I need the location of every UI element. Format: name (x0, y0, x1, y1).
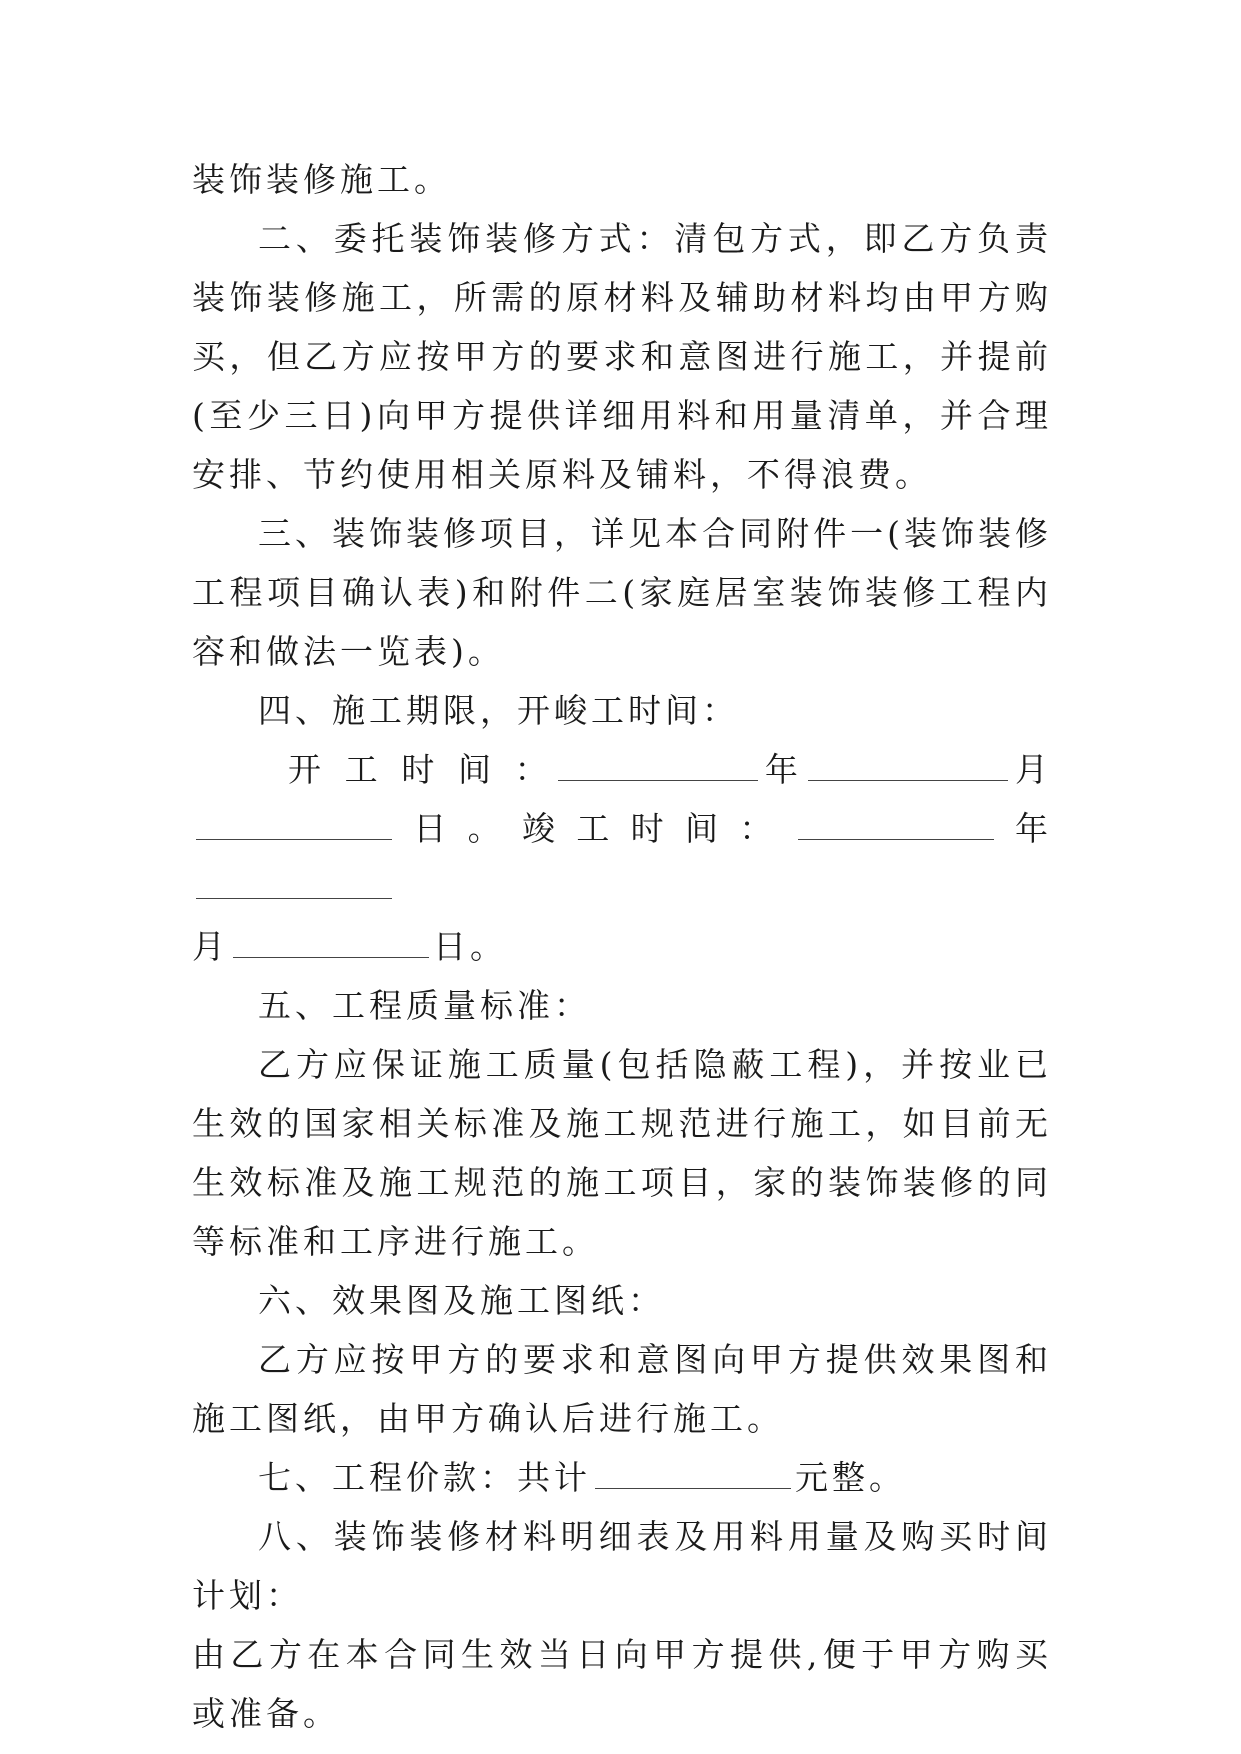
end-year-blank (798, 813, 994, 840)
month-label-2: 月 (192, 927, 229, 966)
start-time-line (192, 740, 1052, 799)
price-prefix: 七、工程价款：共计 (258, 1458, 591, 1497)
clause-4-construction-period: 四、施工期限，开峻工时间： (258, 691, 739, 730)
month-label: 月 (1012, 750, 1052, 789)
clause-8-body: 由乙方在本合同生效当日向甲方提供,便于甲方购买或准备。 (192, 1635, 1052, 1733)
day-end-label: 日。 (433, 927, 507, 966)
start-time-label: 开 工 时 间 ： (288, 750, 555, 789)
end-day-line (192, 917, 1052, 976)
completion-time-label: 日。竣工时间： (396, 809, 794, 848)
clause-7-price (192, 1448, 1052, 1507)
end-month-blank (196, 872, 392, 899)
start-month-blank (808, 754, 1008, 781)
price-suffix: 元整。 (795, 1458, 906, 1497)
end-day-blank (233, 931, 429, 958)
paragraph-continuation: 装饰装修施工。 (192, 160, 451, 199)
clause-2-renovation-method: 二、委托装饰装修方式：清包方式，即乙方负责装饰装修施工，所需的原材料及辅助材料均由甲方购买，但乙方应按甲方的要求和意图进行施工，并提前(至少三日)向甲方提供详细用料和用量清单，并合理安排、节约使用相关原料及铺料，不得浪费。 (192, 219, 1052, 494)
start-year-blank (558, 754, 758, 781)
year-label: 年 (762, 750, 805, 789)
clause-8-materials: 八、装饰装修材料明细表及用料用量及购买时间计划： (192, 1517, 1052, 1615)
completion-time-line (192, 799, 1052, 917)
clause-3-renovation-items: 三、装饰装修项目，详见本合同附件一(装饰装修工程项目确认表)和附件二(家庭居室装饰装修工程内容和做法一览表)。 (192, 514, 1052, 671)
document-body (192, 150, 1052, 1743)
start-day-blank (196, 813, 392, 840)
clause-5-quality-standard: 五、工程质量标准： (258, 986, 591, 1025)
price-blank (595, 1462, 791, 1489)
clause-5-body: 乙方应保证施工质量(包括隐蔽工程)，并按业已生效的国家相关标准及施工规范进行施工，如目前无生效标准及施工规范的施工项目，家的装饰装修的同等标准和工序进行施工。 (192, 1045, 1052, 1261)
clause-6-body: 乙方应按甲方的要求和意图向甲方提供效果图和施工图纸，由甲方确认后进行施工。 (192, 1340, 1052, 1438)
year-label-2: 年 (997, 809, 1053, 848)
clause-6-drawings: 六、效果图及施工图纸： (258, 1281, 665, 1320)
